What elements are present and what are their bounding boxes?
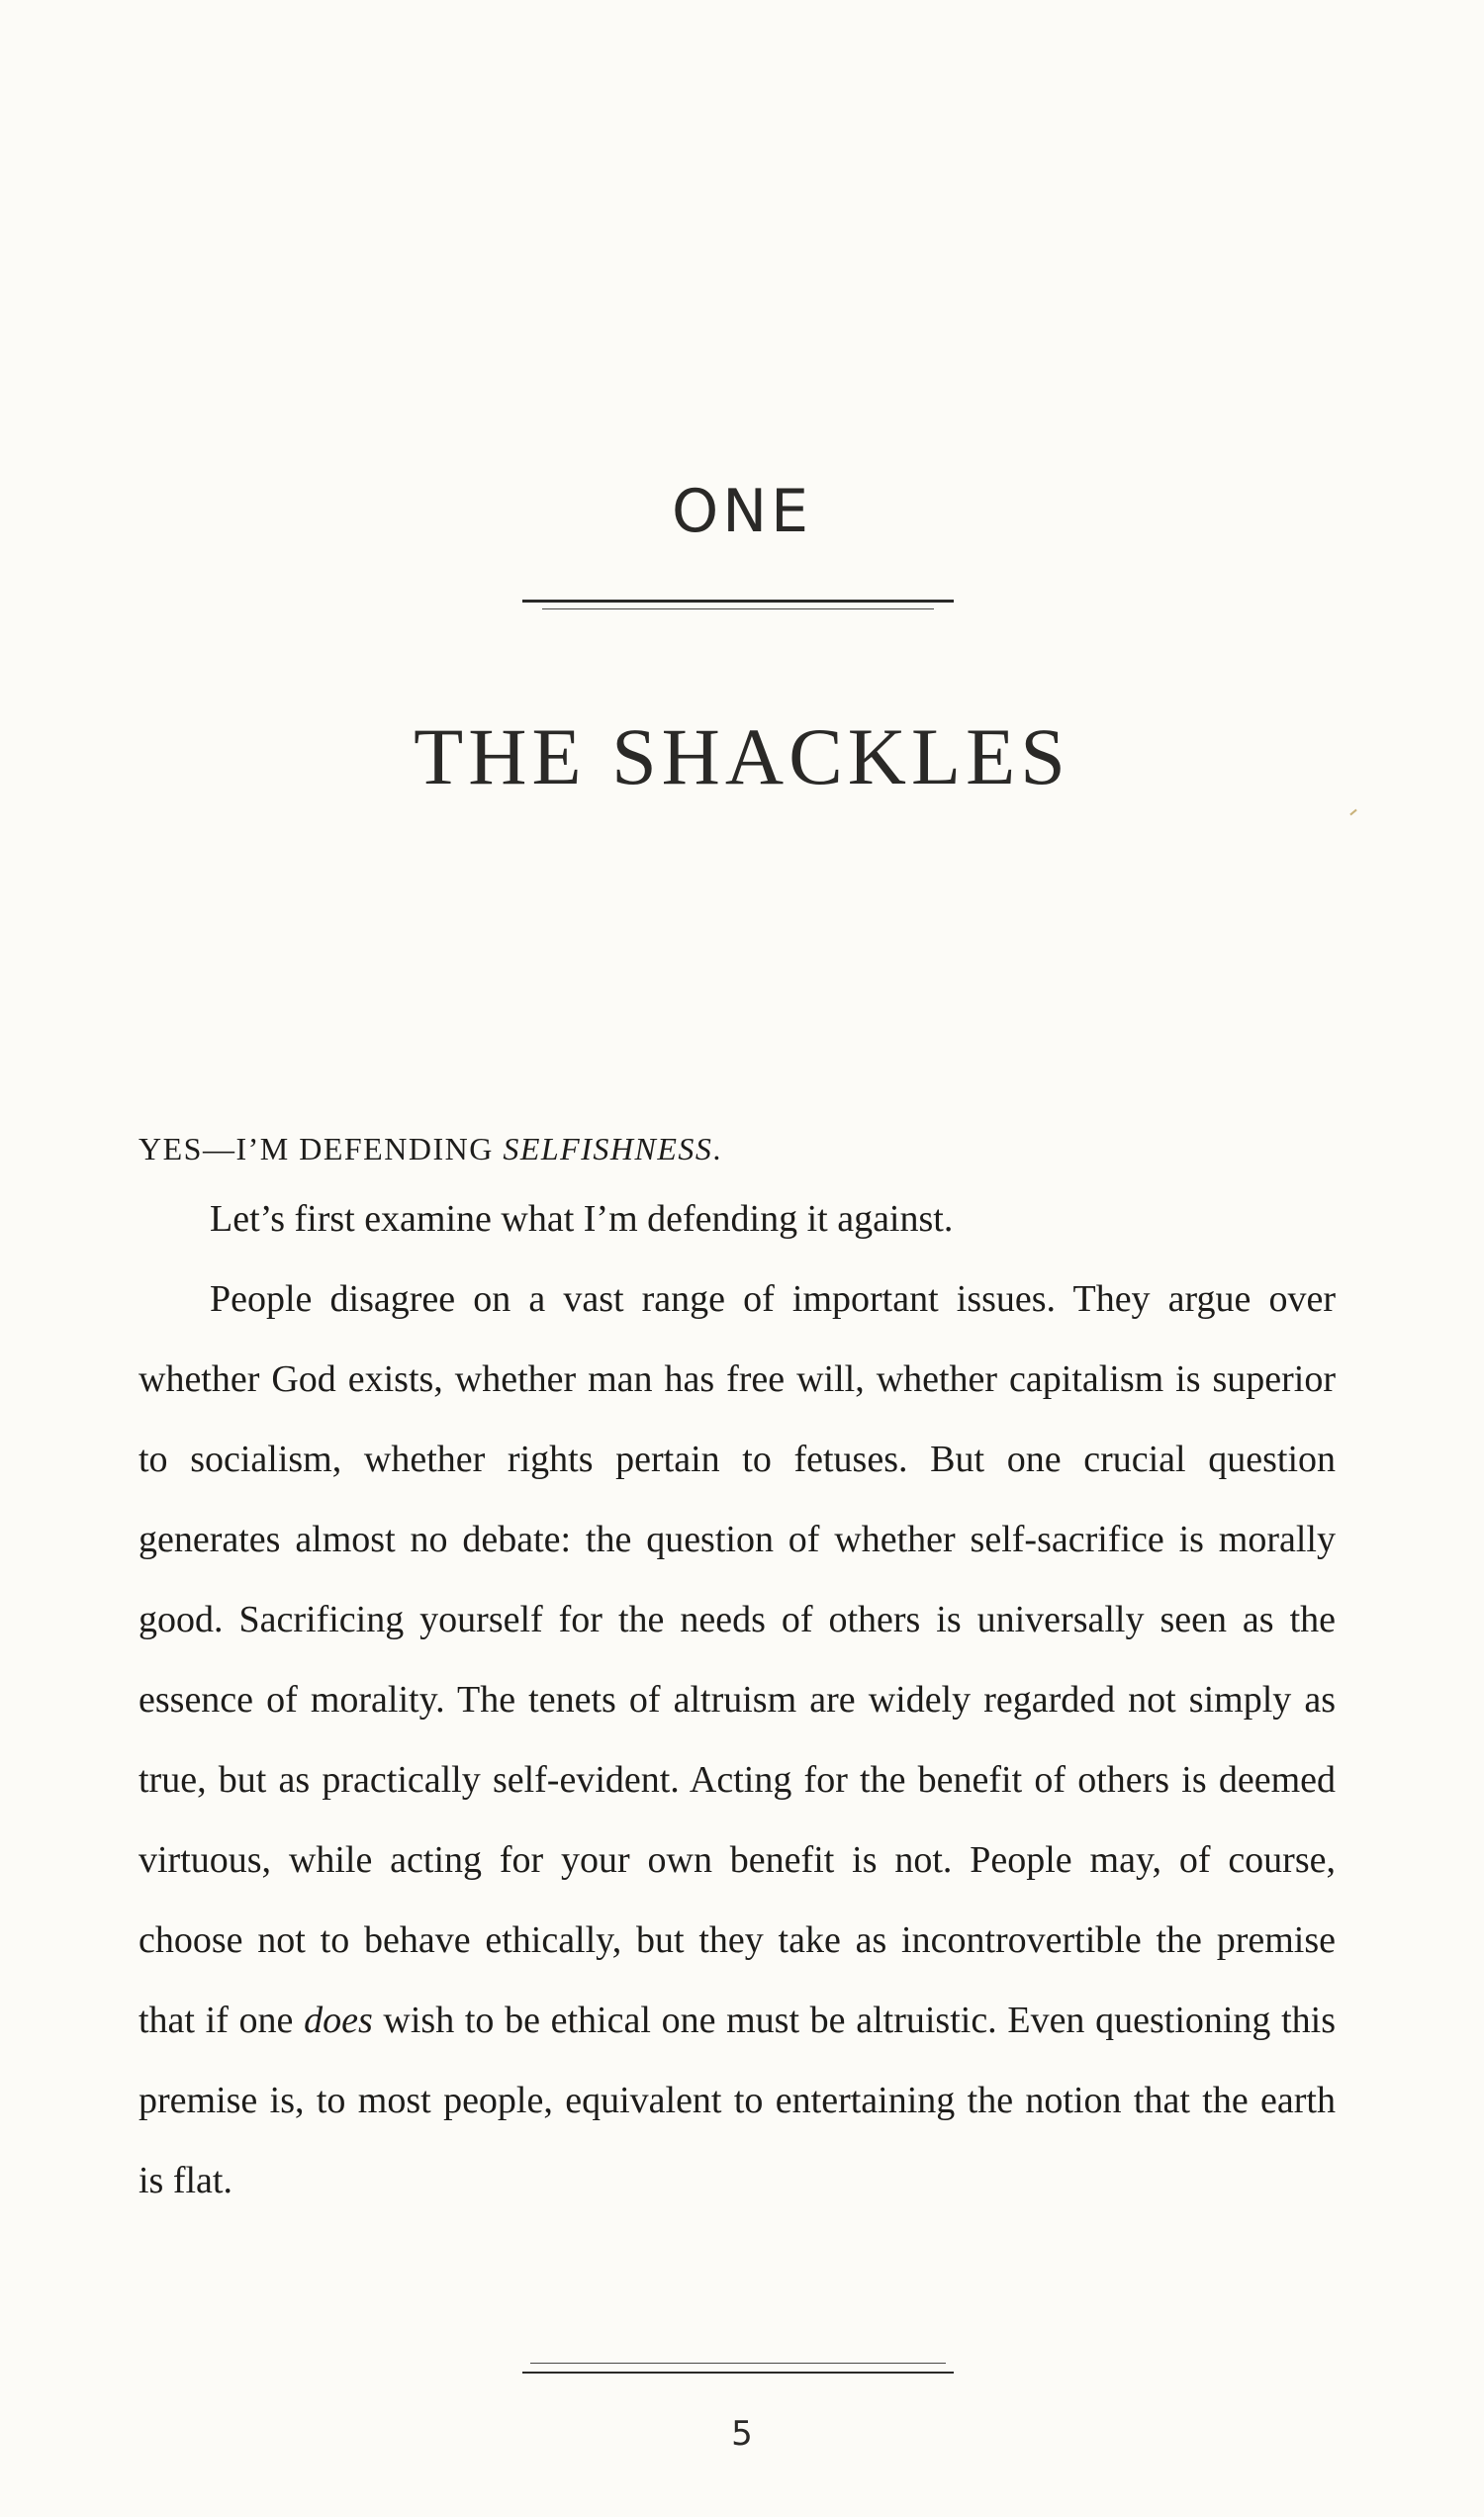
- opening-tail: .: [712, 1131, 722, 1166]
- paper-speck: [1349, 809, 1356, 816]
- paragraph-2-text-b: wish to be ethical one must be altruistic. Even questioning this premise is, to most people, equivalent to entertaining the notion that the earth is flat.: [139, 2000, 1337, 2201]
- paragraph-2: [139, 1259, 1336, 2221]
- chapter-divider-rule: [522, 600, 954, 609]
- rule-thin-line: [542, 608, 934, 609]
- page-number: 5: [731, 2414, 753, 2454]
- footer-divider-rule: [522, 2363, 954, 2374]
- paragraph-2-text-a: People disagree on a vast range of important issues. They argue over whether God exists, whether man has free will, whether capitalism is superior to socialism, whether rights pertain to fetuses. But one crucial question generates almost no debate: the question of whether self-sacrifice is morally good. Sacrificing yourself for the needs of others is universally seen as the essence of morality. The tenets of altruism are widely regarded not simply as true, but as practically self-evident. Acting for the benefit of others is deemed virtuous, while acting for your own benefit is not. People may, of course, choose not to behave ethically, but they take as incontrovertible the premise that if one: [139, 1278, 1336, 2041]
- rule-thin-line: [530, 2363, 946, 2364]
- chapter-title: THE SHACKLES: [414, 711, 1070, 801]
- opening-emphasis: SELFISHNESS: [503, 1131, 713, 1166]
- body-text: [139, 1118, 1336, 2221]
- paragraph-2-emphasis: does: [304, 2000, 373, 2041]
- rule-thick-line: [522, 600, 954, 603]
- opening-lead: YES—I’M DEFENDING: [139, 1131, 504, 1166]
- chapter-number: ONE: [671, 477, 813, 546]
- rule-thick-line: [522, 2372, 954, 2374]
- paragraph-1: Let’s first examine what I’m defending it against.: [210, 1198, 954, 1240]
- opening-line: [139, 1118, 1336, 1179]
